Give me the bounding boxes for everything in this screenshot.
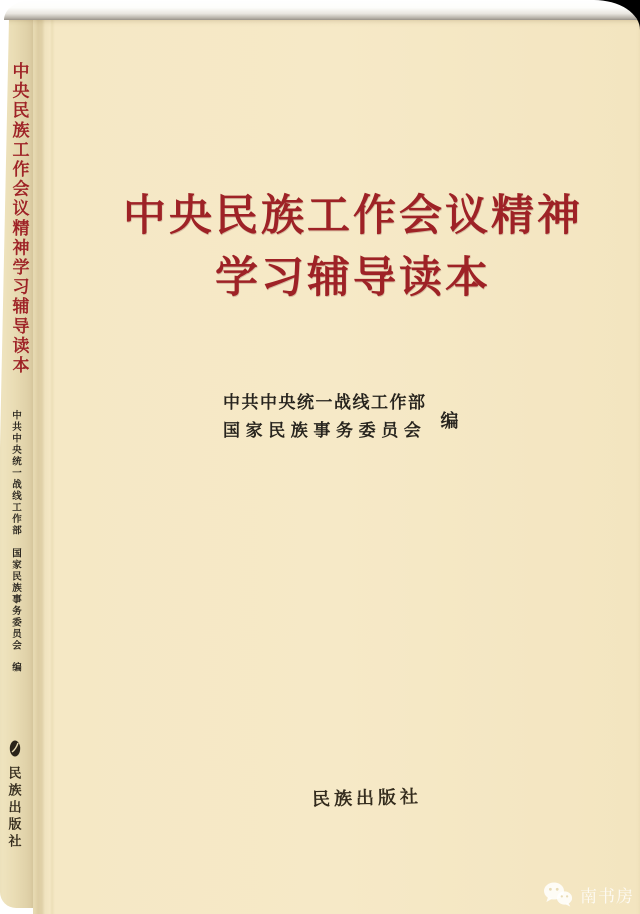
spine-editors-block [8, 410, 22, 674]
editor-line2: 国家民族事务委员会 [223, 421, 427, 440]
book-pages-top-edge [4, 0, 640, 20]
watermark [543, 881, 634, 907]
wechat-icon [543, 881, 573, 907]
publisher-logo-icon [9, 740, 21, 757]
cover-publisher: 民族出版社 [311, 786, 423, 810]
editors-block [223, 389, 459, 445]
book-title [63, 186, 640, 310]
editor-suffix: 编 [440, 410, 459, 431]
spine-editor-suffix: 编 [10, 662, 21, 674]
book-title-line1: 中央民族工作会议精神 [123, 193, 583, 240]
spine-title: 中央民族工作会议精神学习辅导读本 [9, 62, 29, 376]
spine-editor-line1: 中共中央统一战线工作部 [10, 410, 21, 537]
spine-editor-line2: 国家民族事务委员会 [10, 547, 21, 651]
book-title-line2: 学习辅导读本 [215, 255, 491, 302]
book-front-cover [33, 18, 640, 914]
editor-line1: 中共中央统一战线工作部 [223, 393, 427, 412]
book-spine [0, 18, 33, 908]
spine-publisher: 民族出版社 [6, 766, 22, 851]
watermark-label: 南书房 [580, 886, 634, 906]
editor-names [223, 389, 427, 445]
